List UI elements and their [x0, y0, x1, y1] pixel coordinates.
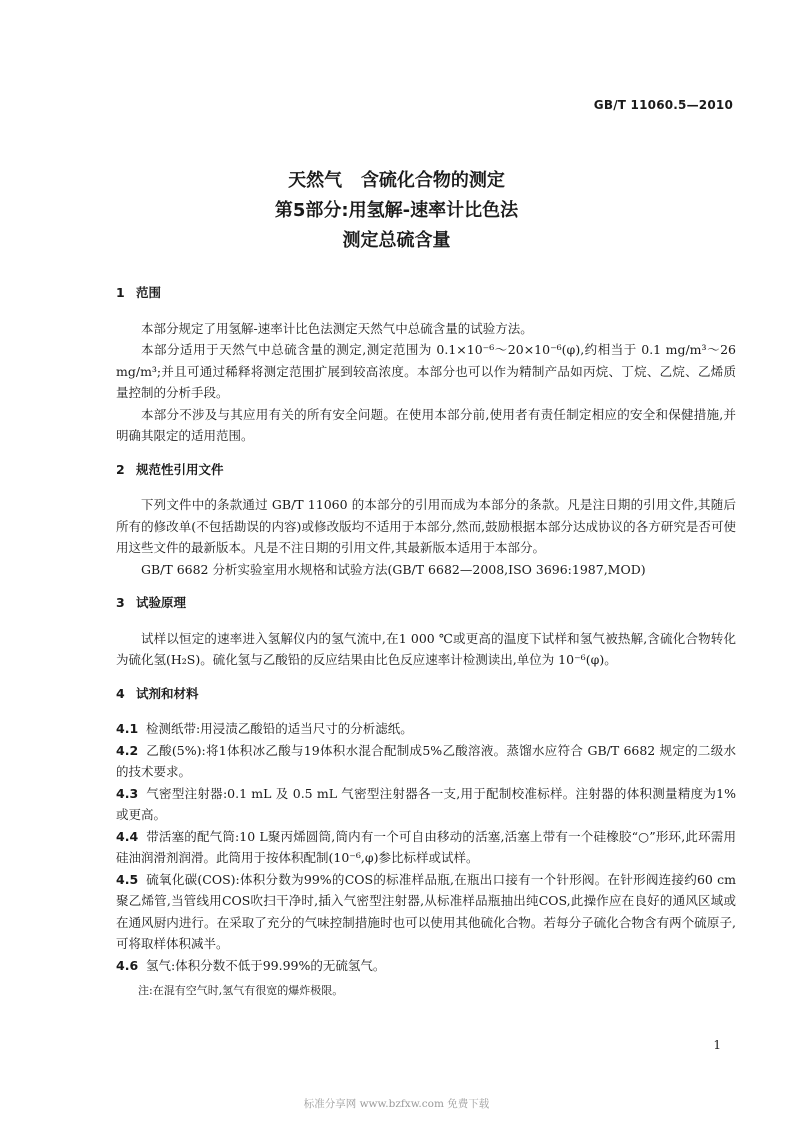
page-number: 1: [713, 1038, 721, 1052]
title-line-3: 测定总硫含量: [342, 230, 451, 251]
paragraph: 下列文件中的条款通过 GB/T 11060 的本部分的引用而成为本部分的条款。凡是注日期的引用文件,其随后所有的修改单(不包括勘误的内容)或修改版均不适用于本部分,然而,鼓励根据本部分达成协议的各方研究是否可使用这些文件的最新版本。凡是不注日期的引用文件,其最新版本适用于本部分。: [116, 497, 736, 555]
clause-item: [116, 718, 736, 740]
clause-number: 4.6: [116, 957, 139, 973]
paragraph: 本部分适用于天然气中总硫含量的测定,测定范围为 0.1×10⁻⁶～20×10⁻⁶(φ),约相当于 0.1 mg/m³～26 mg/m³;并且可通过稀释将测定范围扩展到较高浓度。本部分也可以作为精制产品如丙烷、丁烷、乙烷、乙烯质量控制的分析手段。: [116, 342, 736, 400]
section-2-heading: [116, 459, 736, 481]
clause-text: 气密型注射器:0.1 mL 及 0.5 mL 气密型注射器各一支,用于配制校准标样。注射器的体积测量精度为1%或更高。: [116, 785, 736, 822]
section-title: 规范性引用文件: [136, 461, 224, 477]
section-number: 3: [116, 595, 125, 610]
section-number: 1: [116, 285, 125, 300]
clause-item: [116, 826, 736, 869]
clause-text: 检测纸带:用浸渍乙酸铅的适当尺寸的分析滤纸。: [146, 721, 413, 736]
clause-text: 乙酸(5%):将1体积冰乙酸与19体积水混合配制成5%乙酸溶液。蒸馏水应符合 GB/T 6682 规定的二级水的技术要求。: [116, 742, 736, 779]
section-number: 4: [116, 685, 125, 701]
normative-reference: GB/T 6682 分析实验室用水规格和试验方法(GB/T 6682—2008,ISO 3696:1987,MOD): [141, 561, 646, 577]
section-3-heading: [116, 592, 736, 614]
clause-item: [116, 740, 736, 783]
clause-item: [116, 869, 736, 955]
document-body: [116, 282, 736, 1002]
clause-number: 4.4: [116, 828, 139, 844]
clause-item: [116, 955, 736, 977]
standard-code: GB/T 11060.5—2010: [593, 98, 733, 112]
section-1-heading: [116, 282, 736, 304]
paragraph: 试样以恒定的速率进入氢解仪内的氢气流中,在1 000 ℃或更高的温度下试样和氢气被热解,含硫化合物转化为硫化氢(H₂S)。硫化氢与乙酸铅的反应结果由比色反应速率计检测读出,单位为 10⁻⁶(φ)。: [116, 630, 736, 667]
title-line-1: 天然气 含硫化合物的测定: [288, 170, 505, 191]
section-4-heading: [116, 683, 736, 705]
clause-text: 氢气:体积分数不低于99.99%的无硫氢气。: [146, 957, 386, 973]
clause-number: 4.1: [116, 721, 139, 736]
section-title: 试验原理: [136, 595, 187, 610]
note: 注:在混有空气时,氢气有很宽的爆炸极限。: [138, 984, 344, 997]
clause-item: [116, 783, 736, 826]
section-number: 2: [116, 461, 125, 477]
footer-watermark[interactable]: 标准分享网 www.bzfxw.com 免费下载: [303, 1098, 490, 1110]
paragraph: 本部分规定了用氢解-速率计比色法测定天然气中总硫含量的试验方法。: [141, 320, 533, 336]
section-title: 试剂和材料: [136, 685, 199, 701]
clause-number: 4.5: [116, 871, 139, 887]
document-title: [0, 166, 793, 256]
clause-text: 带活塞的配气筒:10 L聚丙烯圆筒,筒内有一个可自由移动的活塞,活塞上带有一个硅橡胶“○”形环,此环需用硅油润滑剂润滑。此筒用于按体积配制(10⁻⁶,φ)参比标样或试样。: [116, 828, 736, 865]
clause-number: 4.2: [116, 742, 139, 758]
clause-number: 4.3: [116, 785, 139, 801]
paragraph: 本部分不涉及与其应用有关的所有安全问题。在使用本部分前,使用者有责任制定相应的安全和保健措施,并明确其限定的适用范围。: [116, 406, 736, 443]
title-line-2: 第5部分:用氢解-速率计比色法: [274, 200, 519, 221]
clause-text: 硫氧化碳(COS):体积分数为99%的COS的标准样品瓶,在瓶出口接有一个针形阀。在针形阀连接约60 cm聚乙烯管,当管线用COS吹扫干净时,插入气密型注射器,从标准样品瓶抽出纯COS,此操作应在良好的通风区域或在通风厨内进行。在采取了充分的气味控制措施时也可以使用其他硫化合物。若每分子硫化合物含有两个硫原子,可将取样体积减半。: [116, 871, 736, 951]
section-title: 范围: [136, 285, 162, 300]
